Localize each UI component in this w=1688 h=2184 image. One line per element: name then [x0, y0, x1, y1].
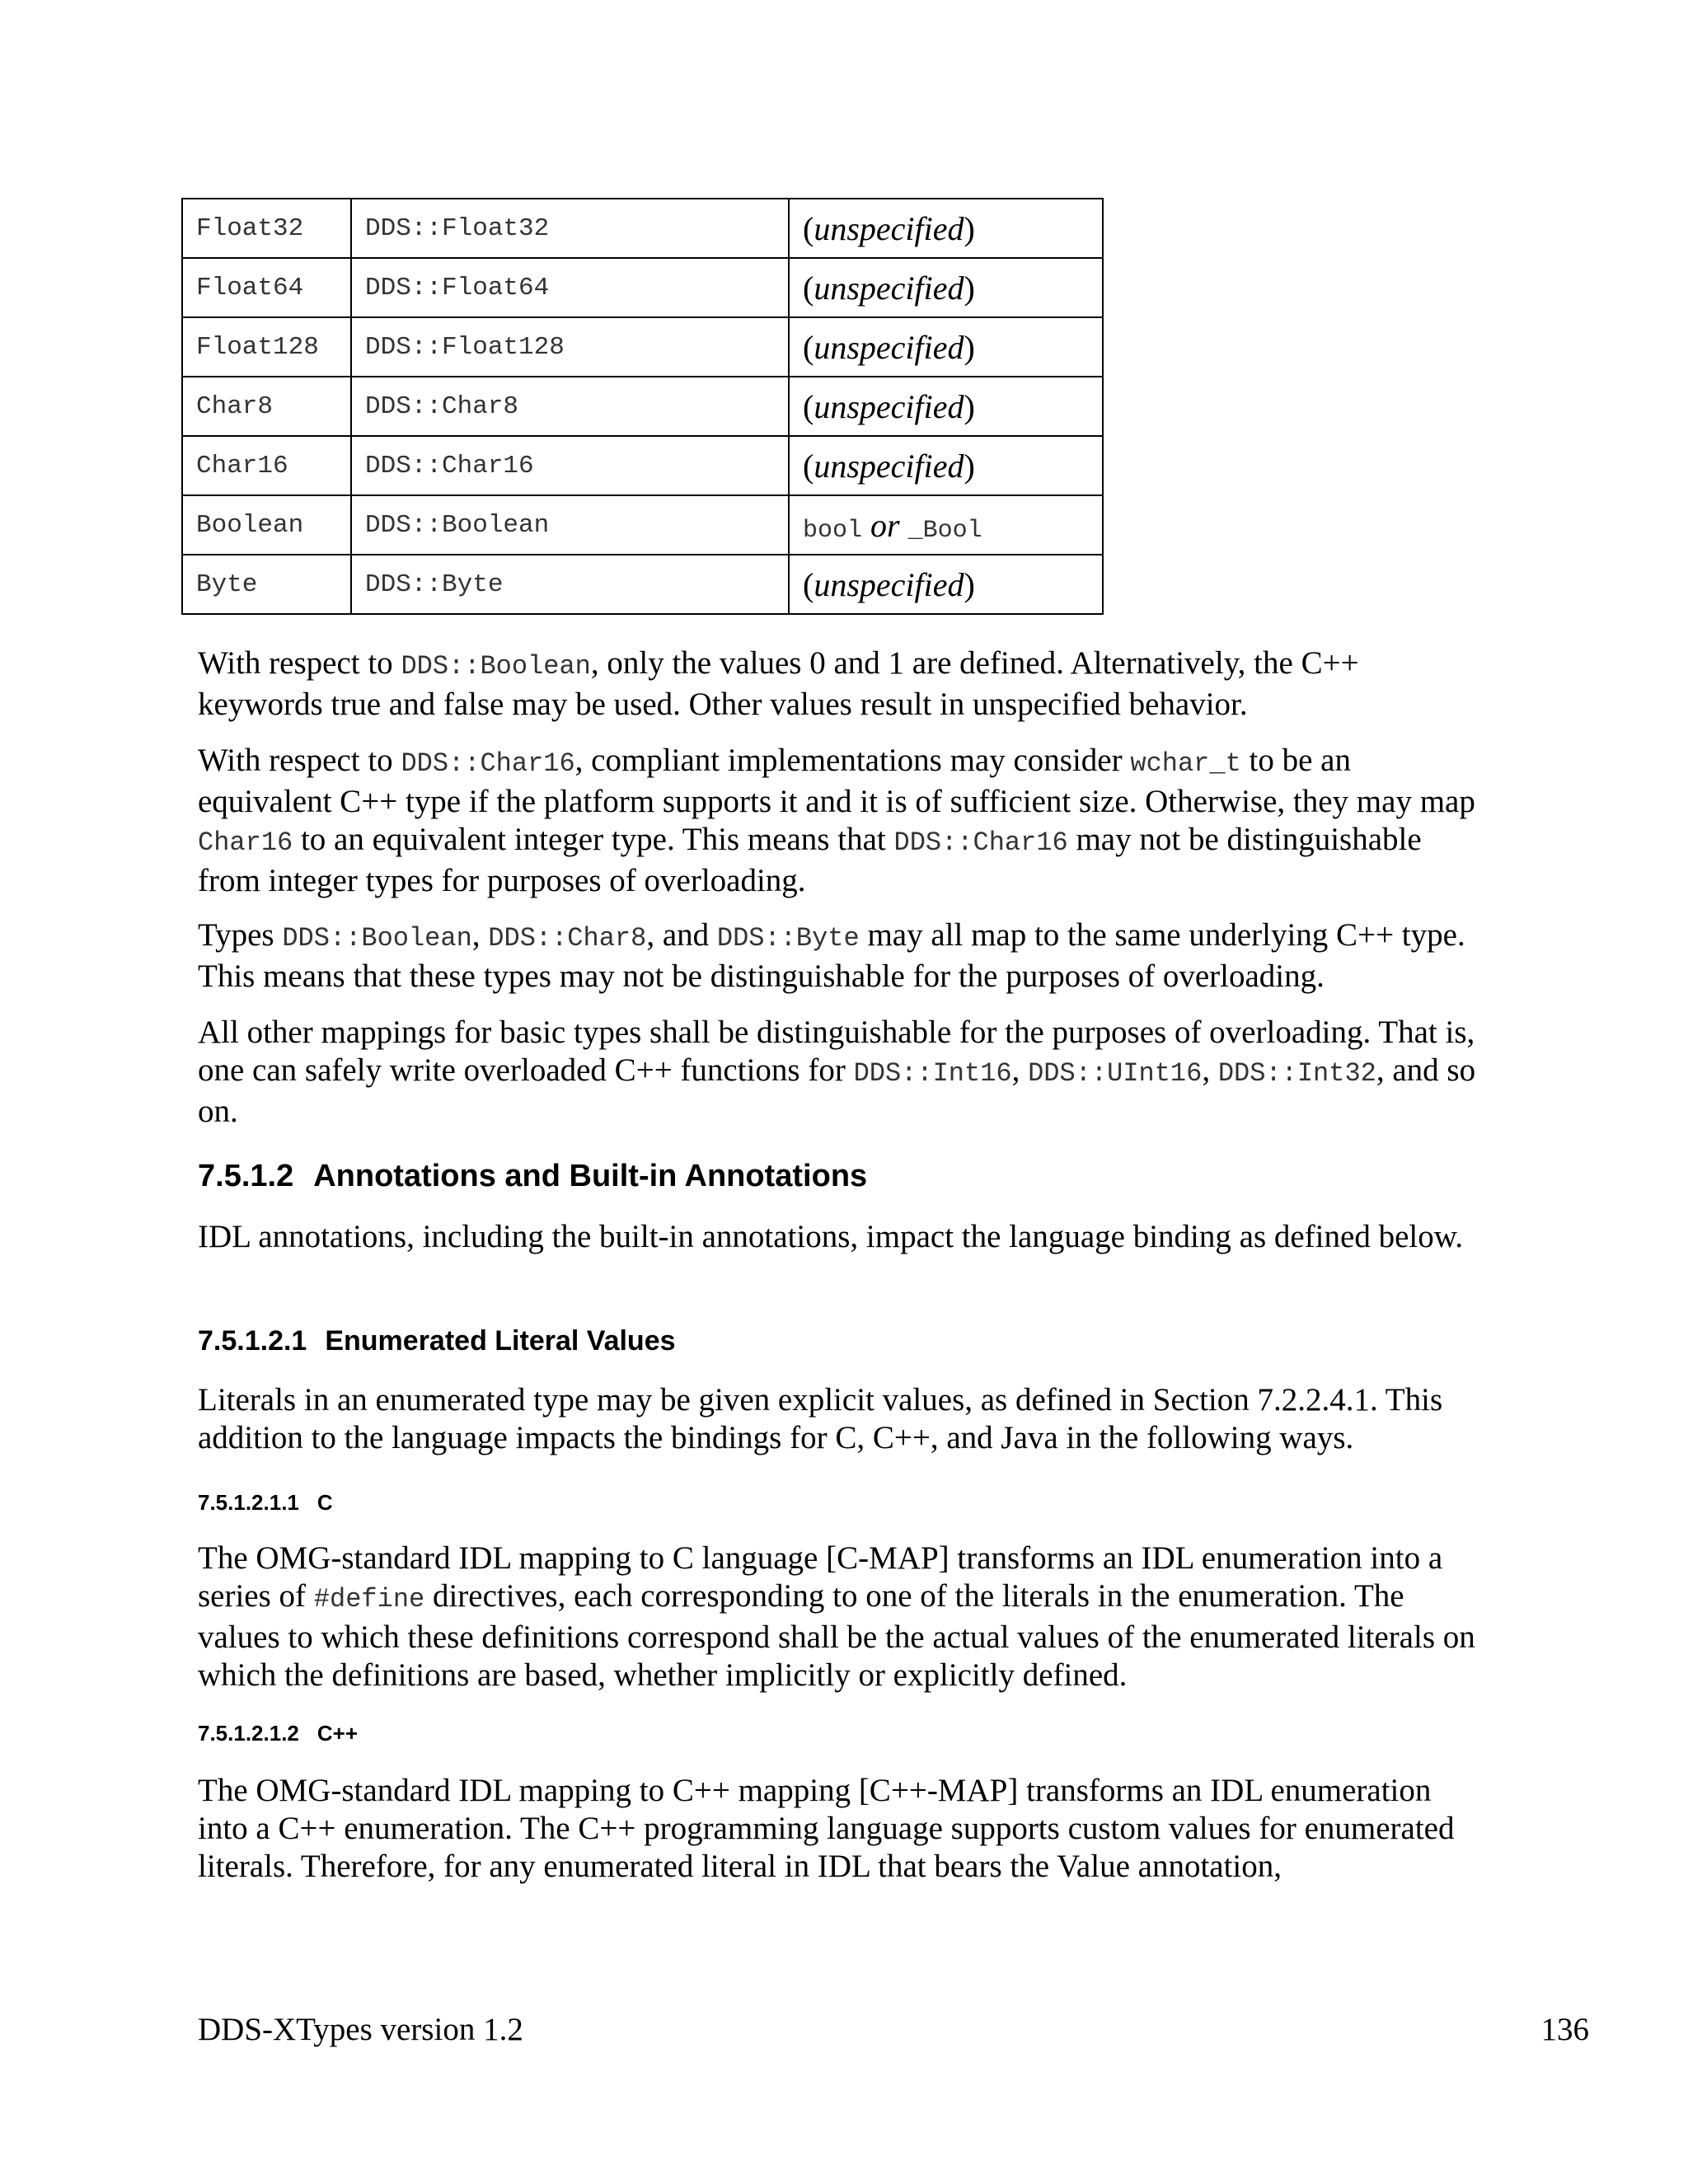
idl-type-cell: Boolean	[196, 510, 304, 540]
section-heading-7-5-1-2: 7.5.1.2 Annotations and Built-in Annotations	[198, 1159, 868, 1193]
table-row	[182, 377, 1103, 436]
table-row	[182, 317, 1103, 377]
idl-type-cell: Float128	[196, 332, 319, 362]
idl-type-cell: Float32	[196, 213, 304, 243]
section-heading-7-5-1-2-1-1: 7.5.1.2.1.1 C	[198, 1490, 333, 1515]
basic-type-mapping-table	[181, 198, 1104, 615]
paragraph-types: Types DDS::Boolean, DDS::Char8, and DDS::Byte may all map to the same underlying C++ type. This means that these types may not be distinguishable for the purposes of overloading.	[198, 917, 1465, 994]
idl-type-cell: Char16	[196, 451, 288, 480]
table-row	[182, 258, 1103, 317]
idl-type-cell: Float64	[196, 273, 304, 302]
c-type-cell: (unspecified)	[789, 258, 1103, 317]
section-heading-7-5-1-2-1: 7.5.1.2.1 Enumerated Literal Values	[198, 1325, 676, 1357]
idl-type-cell: Byte	[196, 569, 258, 599]
cpp-type-cell: DDS::Byte	[365, 569, 504, 599]
paragraph-char16: With respect to DDS::Char16, compliant implementations may consider wchar_t to be an equivalent C++ type if the platform supports it and it is of sufficient size. Otherwise, they may map Char16 to an equivalent integer type. This means that DDS::Char16 may not be distinguishable from integer types for purposes of overloading.	[198, 743, 1475, 898]
paragraph-idl-annotations: IDL annotations, including the built-in annotations, impact the language binding as defined below.	[198, 1219, 1464, 1254]
c-type-cell: (unspecified)	[789, 555, 1103, 614]
c-type-cell: bool or _Bool	[789, 495, 1103, 555]
c-type-cell: (unspecified)	[789, 317, 1103, 377]
paragraph-cpp-mapping: The OMG-standard IDL mapping to C++ mapping [C++-MAP] transforms an IDL enumeration into a C++ enumeration. The C++ programming language supports custom values for enumerated literals. Therefore, for any enumerated literal in IDL that bears the Value annotation,	[198, 1773, 1455, 1884]
c-type-cell: (unspecified)	[789, 377, 1103, 436]
cpp-type-cell: DDS::Float128	[365, 332, 565, 362]
c-type-cell: (unspecified)	[789, 199, 1103, 258]
paragraph-c-mapping: The OMG-standard IDL mapping to C language [C-MAP] transforms an IDL enumeration into a series of #define directives, each corresponding to one of the literals in the enumeration. The values to which these definitions correspond shall be the actual values of the enumerated literals on which the definitions are based, whether implicitly or explicitly defined.	[198, 1540, 1475, 1693]
paragraph-enumerated-literals: Literals in an enumerated type may be given explicit values, as defined in Section 7.2.2.4.1. This addition to the language impacts the bindings for C, C++, and Java in the following ways.	[198, 1382, 1443, 1455]
table-row	[182, 495, 1103, 555]
cpp-type-cell: DDS::Float32	[365, 213, 550, 243]
cpp-type-cell: DDS::Char8	[365, 391, 519, 421]
table-row	[182, 555, 1103, 614]
paragraph-boolean: With respect to DDS::Boolean, only the values 0 and 1 are defined. Alternatively, the C++ keywords true and false may be used. Other values result in unspecified behavior.	[198, 645, 1359, 722]
table-row	[182, 199, 1103, 258]
table-row	[182, 436, 1103, 495]
cpp-type-cell: DDS::Char16	[365, 451, 534, 480]
c-type-cell: (unspecified)	[789, 436, 1103, 495]
footer-document-title: DDS-XTypes version 1.2	[198, 2012, 523, 2047]
idl-type-cell: Char8	[196, 391, 274, 421]
cpp-type-cell: DDS::Boolean	[365, 510, 550, 540]
section-heading-7-5-1-2-1-2: 7.5.1.2.1.2 C++	[198, 1721, 359, 1746]
page-number: 136	[1540, 2012, 1589, 2047]
cpp-type-cell: DDS::Float64	[365, 273, 550, 302]
paragraph-other-mappings: All other mappings for basic types shall be distinguishable for the purposes of overloading. That is, one can safely write overloaded C++ functions for DDS::Int16, DDS::UInt16, DDS::Int32, and so on.	[198, 1015, 1476, 1129]
